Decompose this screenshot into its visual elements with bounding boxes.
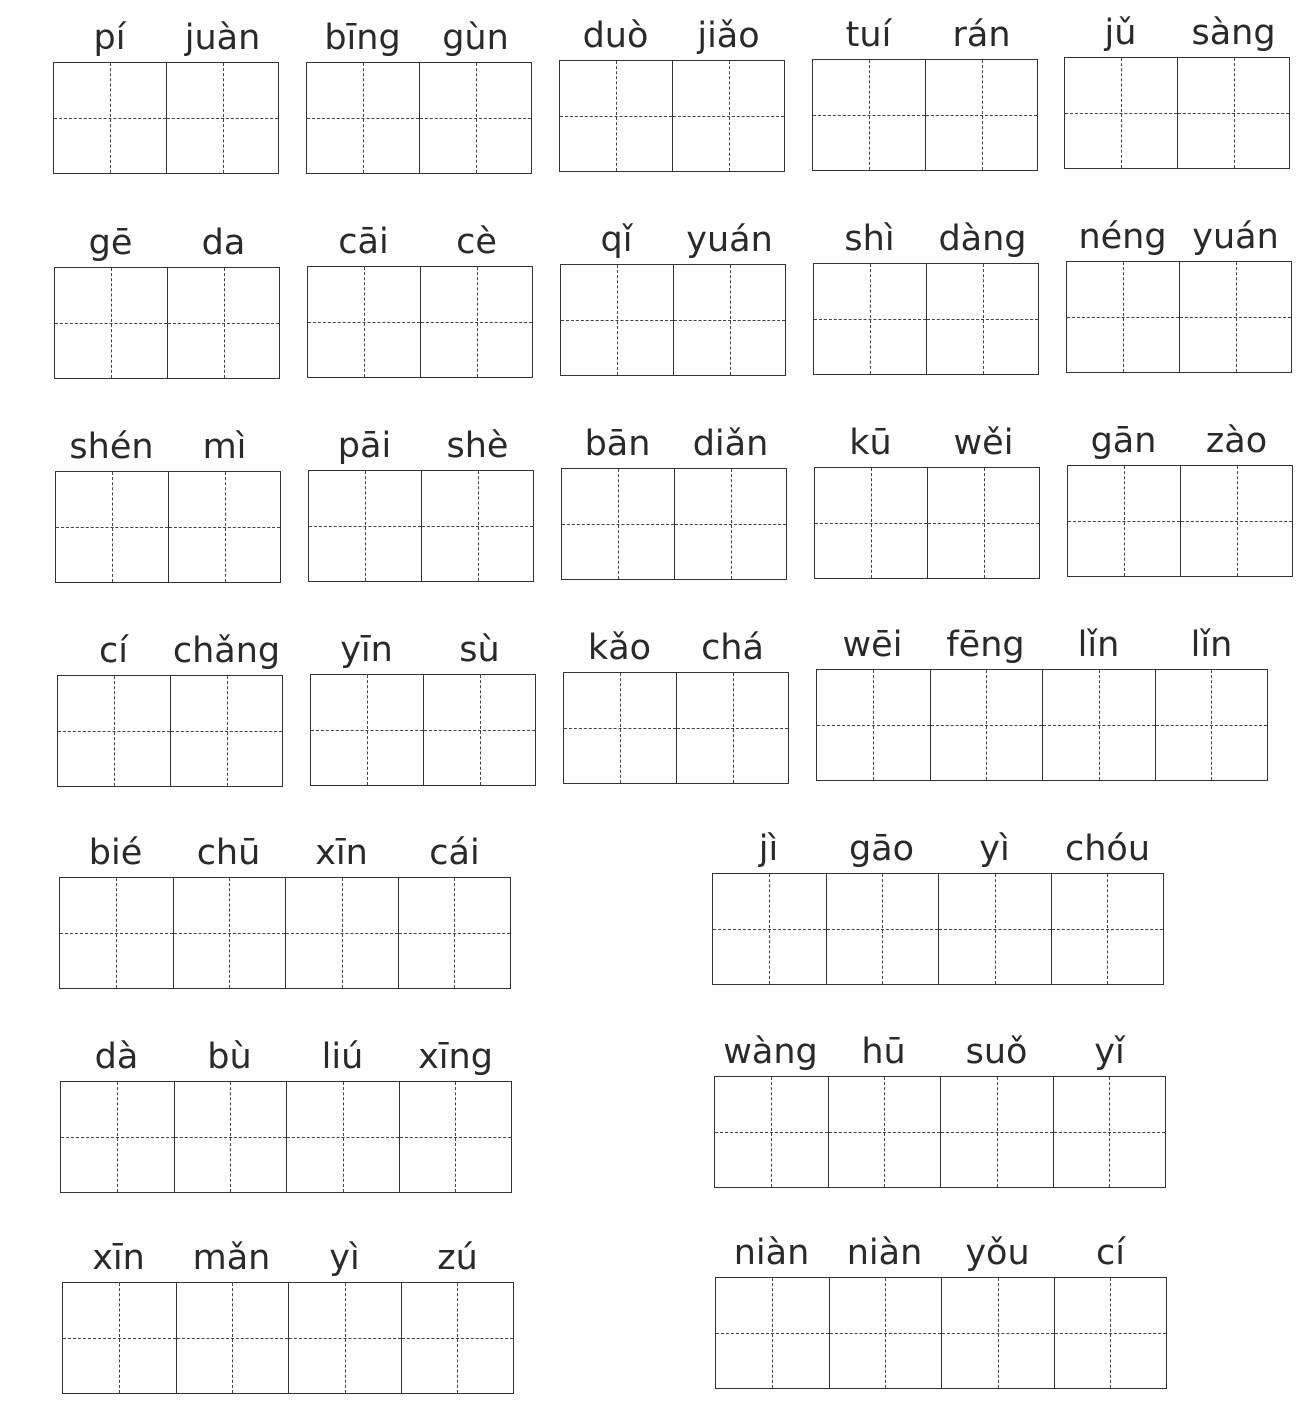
writing-cell[interactable] <box>1042 670 1155 780</box>
writing-cell[interactable] <box>1067 262 1179 372</box>
writing-cell[interactable] <box>421 471 533 581</box>
writing-grid[interactable] <box>1067 465 1293 577</box>
writing-grid[interactable] <box>559 60 785 172</box>
writing-cell[interactable] <box>60 878 173 988</box>
writing-grid[interactable] <box>1064 57 1290 169</box>
writing-cell[interactable] <box>285 878 398 988</box>
pinyin-label: gē <box>88 223 133 263</box>
writing-cell[interactable] <box>309 471 421 581</box>
writing-cell[interactable] <box>308 267 420 377</box>
writing-cell[interactable] <box>61 1082 174 1192</box>
writing-cell[interactable] <box>673 265 785 375</box>
pinyin-label: pí <box>93 18 126 58</box>
pinyin-label: yuán <box>1192 217 1279 257</box>
pinyin-label: shè <box>446 426 509 466</box>
writing-grid[interactable] <box>60 1081 512 1193</box>
pinyin-label: gùn <box>442 18 509 58</box>
writing-cell[interactable] <box>174 1082 287 1192</box>
writing-cell[interactable] <box>176 1283 289 1393</box>
pinyin-label: mì <box>202 427 247 467</box>
pinyin-label: jì <box>758 829 779 869</box>
writing-grid[interactable] <box>812 59 1038 171</box>
writing-cell[interactable] <box>1180 466 1292 576</box>
writing-cell[interactable] <box>1177 58 1289 168</box>
pinyin-label: bù <box>207 1037 252 1077</box>
pinyin-label: wēi <box>842 625 903 665</box>
pinyin-label: chóu <box>1064 829 1151 869</box>
pinyin-label: liú <box>321 1037 364 1077</box>
pinyin-label: chá <box>701 628 764 668</box>
pinyin-label: wàng <box>723 1032 818 1072</box>
writing-cell[interactable] <box>1155 670 1268 780</box>
pinyin-label: bān <box>584 424 651 464</box>
writing-cell[interactable] <box>925 60 1037 170</box>
pinyin-label: yuán <box>686 220 773 260</box>
writing-cell[interactable] <box>828 1077 941 1187</box>
writing-grid[interactable] <box>1066 261 1292 373</box>
writing-cell[interactable] <box>307 63 419 173</box>
writing-grid[interactable] <box>561 468 787 580</box>
writing-cell[interactable] <box>716 1278 829 1388</box>
writing-cell[interactable] <box>674 469 786 579</box>
pinyin-label: kū <box>849 423 892 463</box>
writing-cell[interactable] <box>288 1283 401 1393</box>
writing-grid[interactable] <box>712 873 1164 985</box>
pinyin-label: xīn <box>92 1238 145 1278</box>
writing-cell[interactable] <box>173 878 286 988</box>
writing-grid[interactable] <box>310 674 536 786</box>
pinyin-label: suǒ <box>965 1032 1028 1072</box>
writing-cell[interactable] <box>561 265 673 375</box>
writing-cell[interactable] <box>713 874 826 984</box>
pinyin-label: niàn <box>846 1233 923 1273</box>
writing-grid[interactable] <box>62 1282 514 1394</box>
writing-grid[interactable] <box>307 266 533 378</box>
pinyin-label: diǎn <box>692 424 769 464</box>
pinyin-label: mǎn <box>192 1238 271 1278</box>
pinyin-label: fēng <box>946 625 1025 665</box>
writing-cell[interactable] <box>672 61 784 171</box>
pinyin-label: yǐ <box>1094 1032 1125 1072</box>
writing-cell[interactable] <box>56 472 168 582</box>
writing-cell[interactable] <box>1065 58 1177 168</box>
writing-cell[interactable] <box>423 675 535 785</box>
writing-cell[interactable] <box>286 1082 399 1192</box>
pinyin-label: dà <box>94 1037 139 1077</box>
pinyin-label: xīng <box>418 1037 493 1077</box>
pinyin-label: cāi <box>338 222 389 262</box>
writing-cell[interactable] <box>1053 1077 1166 1187</box>
writing-cell[interactable] <box>814 264 926 374</box>
pinyin-label: cí <box>1096 1233 1125 1273</box>
pinyin-label: yì <box>979 829 1010 869</box>
pinyin-label: gān <box>1090 421 1157 461</box>
pinyin-label: hū <box>861 1032 906 1072</box>
writing-cell[interactable] <box>927 468 1039 578</box>
writing-cell[interactable] <box>54 63 166 173</box>
writing-cell[interactable] <box>1054 1278 1167 1388</box>
writing-cell[interactable] <box>401 1283 514 1393</box>
pinyin-label: shén <box>69 427 154 467</box>
writing-cell[interactable] <box>562 469 674 579</box>
pinyin-label: gāo <box>848 829 915 869</box>
pinyin-label: jiǎo <box>697 16 760 56</box>
pinyin-label: cái <box>429 833 480 873</box>
pinyin-label: bīng <box>324 18 401 58</box>
writing-cell[interactable] <box>941 1278 1054 1388</box>
pinyin-label: rán <box>952 15 1011 55</box>
pinyin-label: bié <box>88 833 143 873</box>
pinyin-label: niàn <box>733 1233 810 1273</box>
pinyin-label: shì <box>844 219 895 259</box>
pinyin-label: sàng <box>1191 13 1276 53</box>
writing-cell[interactable] <box>419 63 531 173</box>
writing-cell[interactable] <box>398 878 511 988</box>
writing-grid[interactable] <box>714 1076 1166 1188</box>
writing-grid[interactable] <box>55 471 281 583</box>
pinyin-label: cè <box>456 222 497 262</box>
writing-cell[interactable] <box>1051 874 1164 984</box>
pinyin-label: chū <box>196 833 261 873</box>
writing-grid[interactable] <box>814 467 1040 579</box>
writing-cell[interactable] <box>715 1077 828 1187</box>
pinyin-label: tuí <box>845 15 892 55</box>
pinyin-label: néng <box>1078 217 1167 257</box>
writing-grid[interactable] <box>53 62 279 174</box>
writing-cell[interactable] <box>399 1082 512 1192</box>
writing-cell[interactable] <box>166 63 278 173</box>
writing-cell[interactable] <box>311 675 423 785</box>
writing-cell[interactable] <box>930 670 1043 780</box>
pinyin-label: kǎo <box>587 628 652 668</box>
writing-cell[interactable] <box>826 874 939 984</box>
writing-cell[interactable] <box>1179 262 1291 372</box>
pinyin-label: lǐn <box>1190 625 1233 665</box>
writing-cell[interactable] <box>940 1077 1053 1187</box>
pinyin-label: pāi <box>337 426 392 466</box>
pinyin-label: dàng <box>938 219 1027 259</box>
writing-cell[interactable] <box>55 268 167 378</box>
writing-cell[interactable] <box>420 267 532 377</box>
pinyin-label: wěi <box>953 423 1014 463</box>
writing-cell[interactable] <box>1068 466 1180 576</box>
writing-cell[interactable] <box>676 673 788 783</box>
writing-cell[interactable] <box>938 874 1051 984</box>
writing-grid[interactable] <box>813 263 1039 375</box>
writing-cell[interactable] <box>63 1283 176 1393</box>
pinyin-label: juàn <box>184 18 261 58</box>
pinyin-label: duò <box>582 16 649 56</box>
pinyin-label: da <box>201 223 246 263</box>
pinyin-label: qǐ <box>600 220 633 260</box>
pinyin-label: zào <box>1205 421 1268 461</box>
writing-cell[interactable] <box>926 264 1038 374</box>
writing-grid[interactable] <box>57 675 283 787</box>
writing-cell[interactable] <box>560 61 672 171</box>
pinyin-label: yǒu <box>965 1233 1030 1273</box>
writing-cell[interactable] <box>813 60 925 170</box>
writing-grid[interactable] <box>563 672 789 784</box>
pinyin-label: yì <box>329 1238 360 1278</box>
pinyin-label: lǐn <box>1077 625 1120 665</box>
pinyin-label: cí <box>99 631 128 671</box>
writing-grid[interactable] <box>560 264 786 376</box>
writing-grid[interactable] <box>715 1277 1167 1389</box>
writing-grid[interactable] <box>59 877 511 989</box>
pinyin-label: zú <box>437 1238 478 1278</box>
writing-cell[interactable] <box>817 670 930 780</box>
pinyin-label: jǔ <box>1104 13 1137 53</box>
writing-grid[interactable] <box>816 669 1268 781</box>
writing-grid[interactable] <box>54 267 280 379</box>
pinyin-label: chǎng <box>172 631 281 671</box>
writing-cell[interactable] <box>167 268 279 378</box>
writing-cell[interactable] <box>170 676 282 786</box>
writing-cell[interactable] <box>815 468 927 578</box>
pinyin-label: xīn <box>315 833 368 873</box>
writing-cell[interactable] <box>58 676 170 786</box>
writing-grid[interactable] <box>306 62 532 174</box>
pinyin-label: sù <box>459 630 500 670</box>
pinyin-label: yīn <box>340 630 393 670</box>
writing-grid[interactable] <box>308 470 534 582</box>
writing-cell[interactable] <box>564 673 676 783</box>
writing-cell[interactable] <box>829 1278 942 1388</box>
writing-cell[interactable] <box>168 472 280 582</box>
